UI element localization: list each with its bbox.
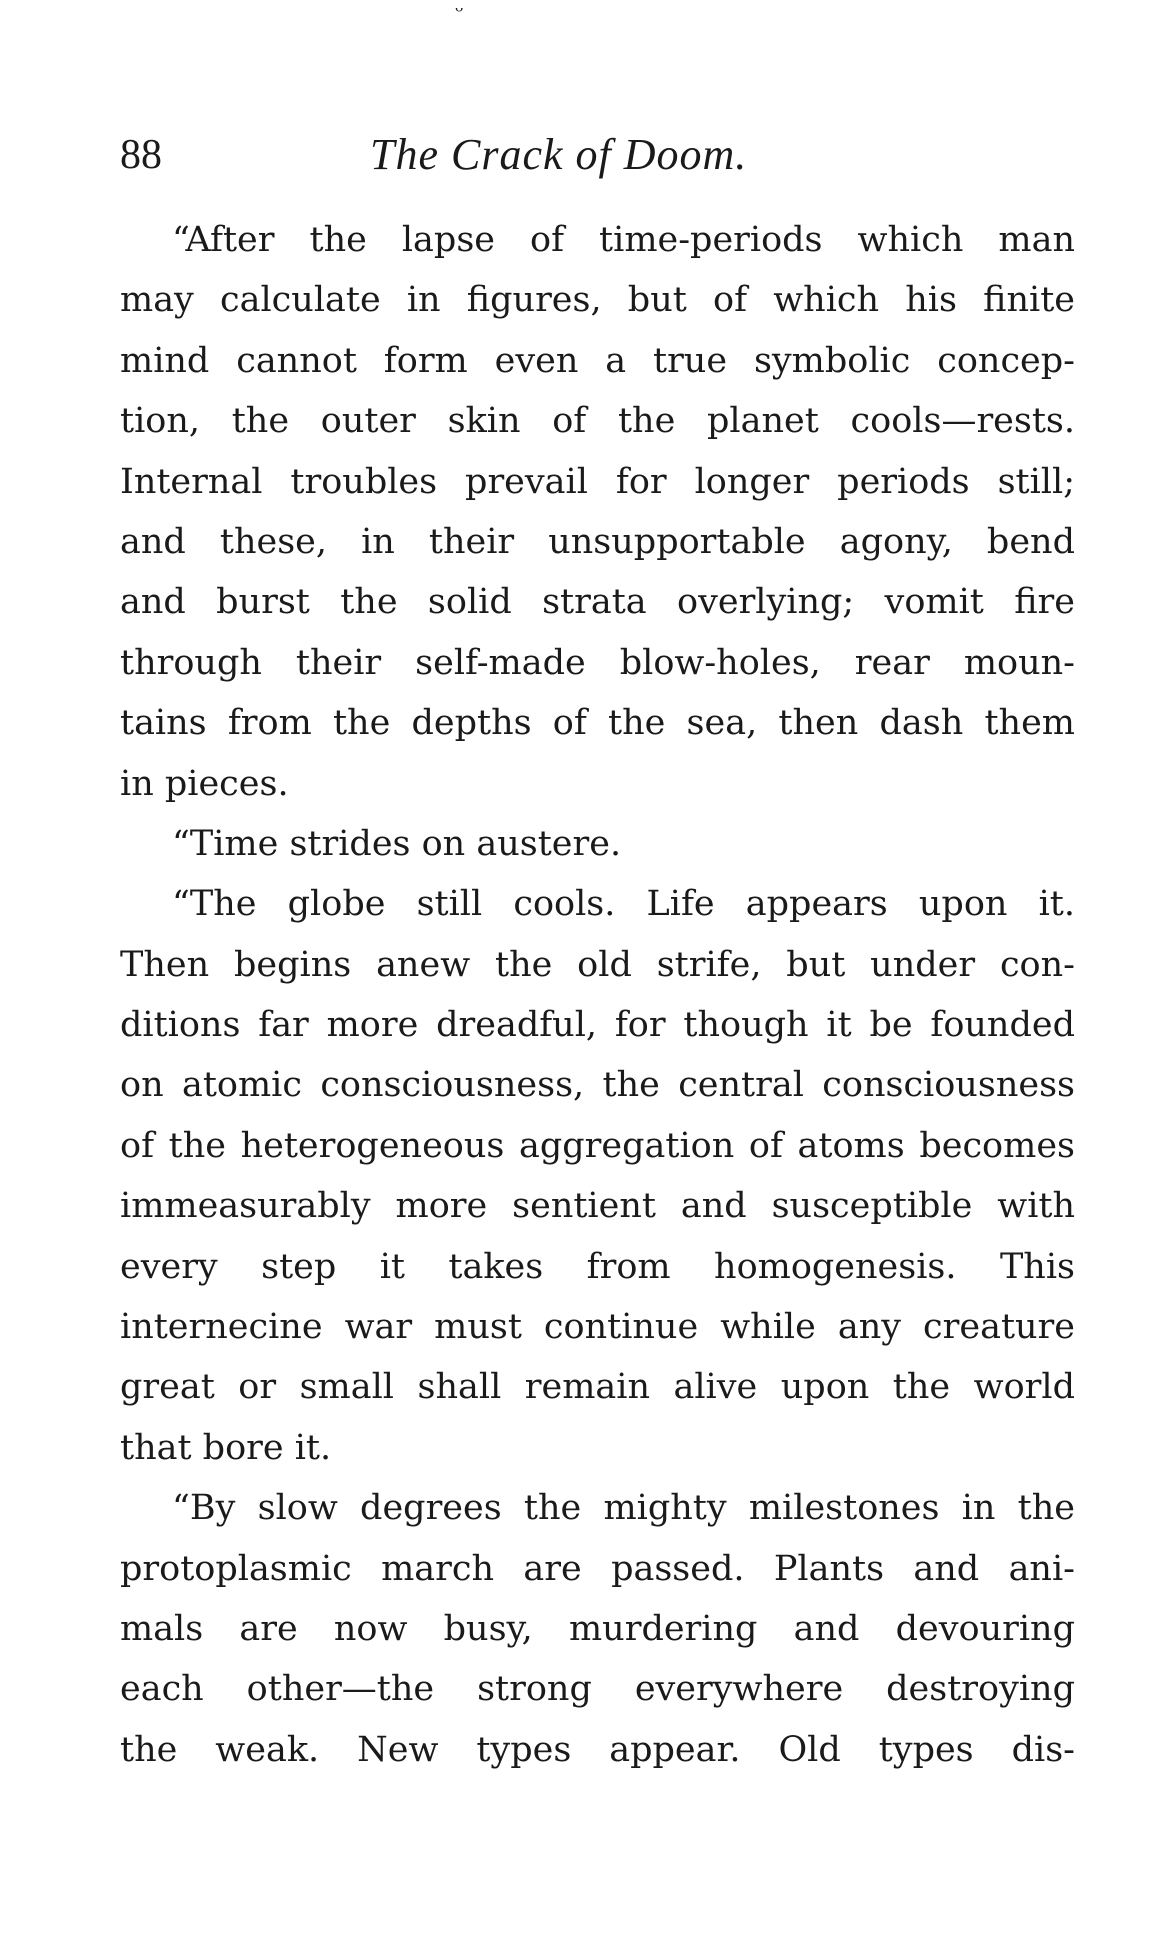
body-text [120,210,1075,1780]
text-line: and these, in their unsupportable agony, bend [120,521,1075,562]
text-line: and burst the solid strata overlying; vomit fire [120,582,1075,623]
text-line: “Time strides on austere. [172,823,622,864]
text-line: mind cannot form even a true symbolic concep- [120,340,1075,381]
text-line: through their self-made blow-holes, rear moun- [120,642,1075,683]
text-line: ditions far more dreadful, for though it be founded [120,1005,1075,1046]
running-head [120,130,1080,190]
text-line: immeasurably more sentient and susceptible with [120,1186,1075,1227]
text-line: the weak. New types appear. Old types dis- [120,1729,1075,1770]
text-line: Then begins anew the old strife, but under con- [120,944,1075,985]
text-line: of the heterogeneous aggregation of atoms becomes [120,1125,1075,1166]
text-line: each other—the strong everywhere destroying [120,1669,1075,1710]
text-line: Internal troubles prevail for longer periods still; [120,461,1075,502]
text-line: tains from the depths of the sea, then dash them [120,703,1075,744]
text-line: “By slow degrees the mighty milestones in the [172,1488,1075,1529]
text-line: tion, the outer skin of the planet cools—rests. [120,401,1075,442]
top-mark: ᵕ [455,0,464,25]
text-line: that bore it. [120,1427,332,1468]
text-line: protoplasmic march are passed. Plants and ani- [120,1548,1075,1589]
text-line: on atomic consciousness, the central consciousness [120,1065,1075,1106]
text-line: every step it takes from homogenesis. This [120,1246,1075,1287]
text-line: “After the lapse of time-periods which man [172,220,1075,260]
page-number: 88 [120,132,162,178]
text-line: internecine war must continue while any creature [120,1307,1075,1348]
text-line: “The globe still cools. Life appears upon it. [172,884,1075,925]
text-line: in pieces. [120,763,289,804]
text-line: may calculate in figures, but of which his finite [120,280,1075,321]
text-line: mals are now busy, murdering and devouring [120,1608,1075,1649]
text-line: great or small shall remain alive upon the world [120,1367,1075,1408]
book-title: The Crack of Doom. [370,130,748,179]
